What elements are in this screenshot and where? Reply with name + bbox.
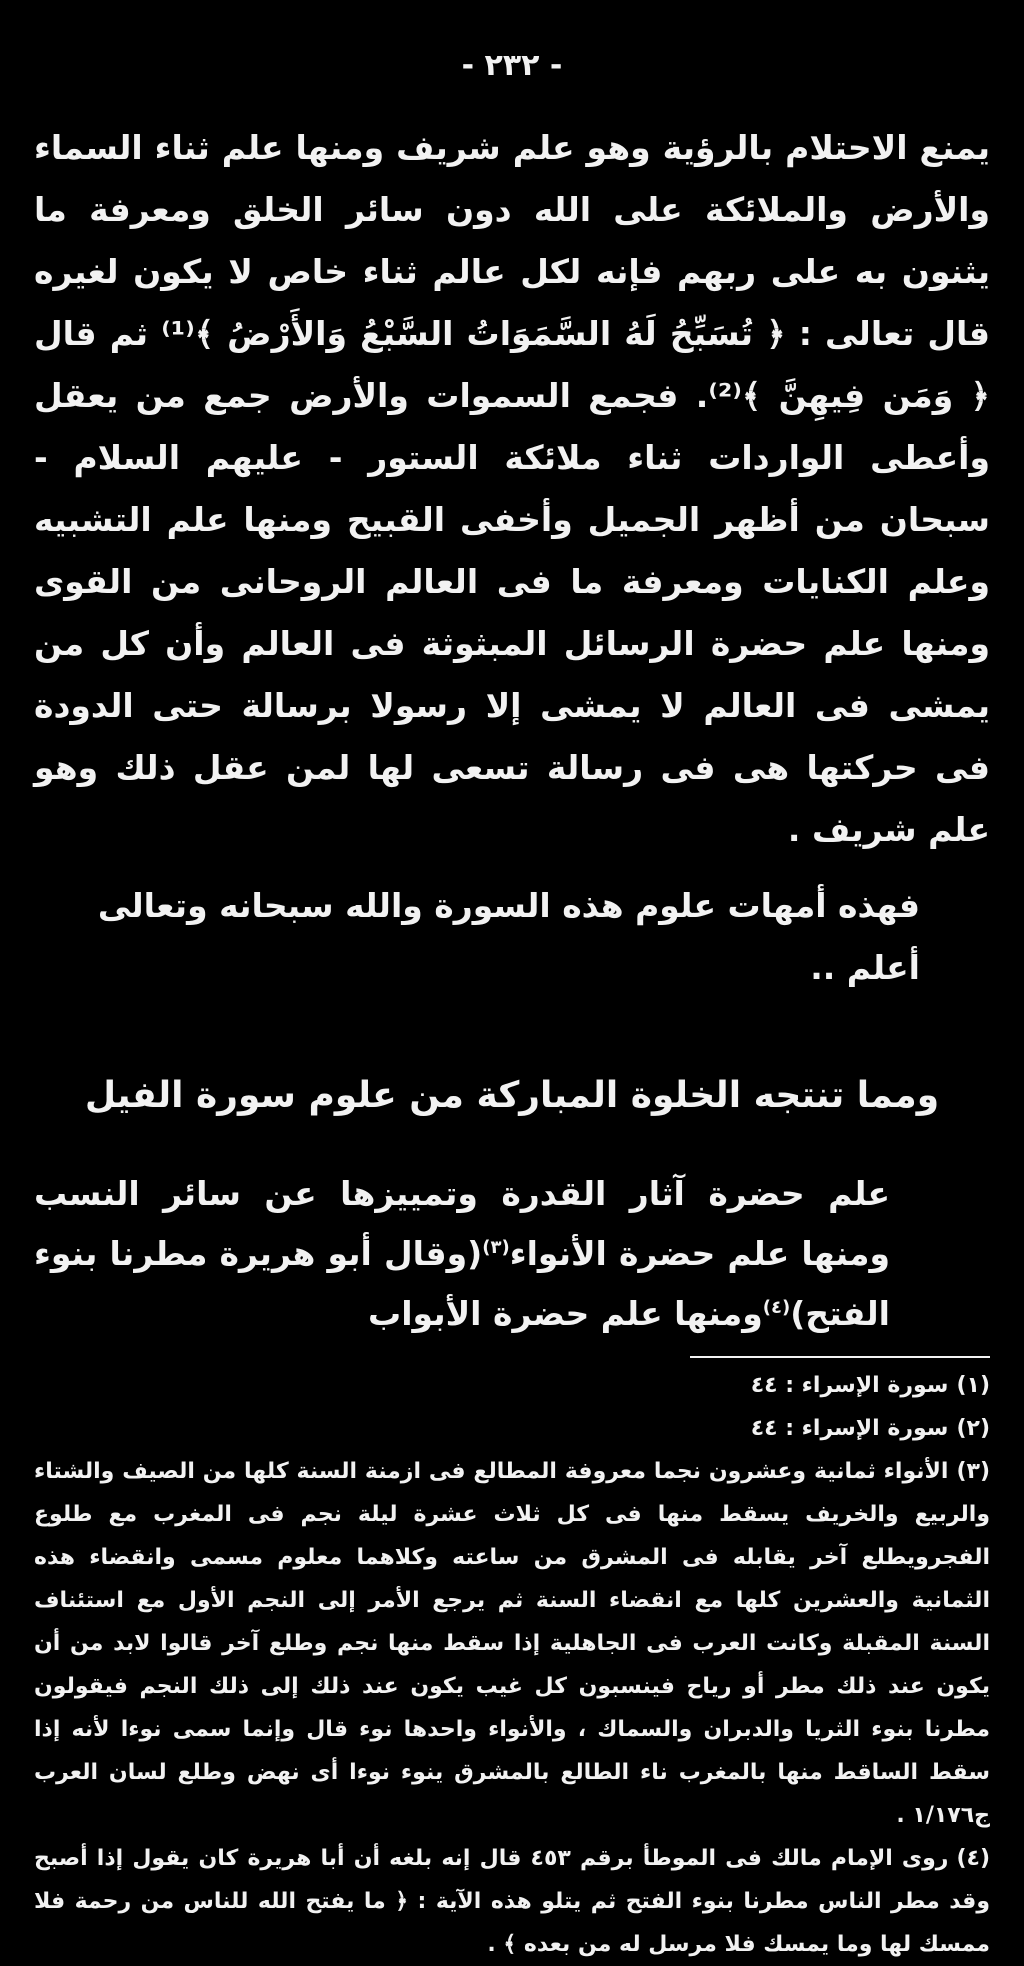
footnote-ref-4: (٤) xyxy=(762,1297,791,1318)
section-text-part-1: علم حضرة آثار القدرة وتمييزها عن سائر النسب ومنها علم حضرة الأنواء xyxy=(34,1174,891,1273)
footnote-text: سورة الإسراء : ٤٤ xyxy=(750,1416,949,1441)
section-text-part-2: (وقال أبو هريرة مطرنا بنوء الفتح) xyxy=(34,1234,890,1333)
section-paragraph xyxy=(34,1164,990,1344)
footnote-number: (٣) xyxy=(956,1459,990,1484)
footnote-3 xyxy=(34,1450,990,1837)
footnote-ref-3: (٣) xyxy=(482,1237,510,1258)
footnote-number: (٤) xyxy=(956,1846,991,1871)
section-text-part-3: ومنها علم حضرة الأبواب xyxy=(368,1294,763,1333)
main-body xyxy=(34,117,990,861)
footnote-text: روى الإمام مالك فى الموطأ برقم ٤٥٣ قال إنه بلغه أن أبا هريرة كان يقول إذا أصبح وقد مطر الناس مطرنا بنوء الفتح ثم يتلو هذه الآية : ﴿ ما يفتح الله للناس من رحمة فلا ممسك لها وما يمسك فلا مرسل له من بعده ﴾ . xyxy=(34,1846,990,1957)
footnote-divider xyxy=(690,1356,990,1358)
footnotes xyxy=(34,1364,990,1966)
footnote-1 xyxy=(34,1364,990,1407)
footnote-4 xyxy=(34,1837,990,1966)
closing-line: فهذه أمهات علوم هذه السورة والله سبحانه وتعالى أعلم .. xyxy=(97,886,920,987)
section-heading: ومما تنتجه الخلوة المباركة من علوم سورة الفيل xyxy=(84,1075,940,1116)
footnote-text: الأنواء ثمانية وعشرون نجما معروفة المطالع فى ازمنة السنة كلها من الصيف والشتاء والربيع والخريف يسقط منها فى كل ثلاث عشرة ليلة نجم فى المغرب مع طلوع الفجرويطلع آخر يقابله فى المشرق من ساعته وكلاهما معلوم مسمى وانقضاء هذه الثمانية والعشرين كلها مع انقضاء السنة ثم يرجع الأمر إلى النجم الأول مع استئناف السنة المقبلة وكانت العرب فى الجاهلية إذا سقط منها نجم وطلع آخر قالوا لابد من أن يكون عند ذلك مطر أو رياح فينسبون كل غيب يكون عند ذلك إلى ذلك النجم فيقولون مطرنا بنوء الثريا والدبران والسماك ، والأنواء واحدها نوء قال وإنما سمى نوءا لأنه إذا سقط الساقط منها بالمغرب ناء الطالع بالمشرق ينوء نوءا أى نهض وطلع لسان العرب ج١/١٧٦ . xyxy=(34,1459,990,1828)
page-number: - ٢٣٢ - xyxy=(461,48,563,83)
body-paragraph: يمنع الاحتلام بالرؤية وهو علم شريف ومنها علم ثناء السماء والأرض والملائكة على الله دون سائر الخلق ومعرفة ما يثنون به على ربهم فإنه لكل عالم ثناء خاص لا يكون لغيره قال تعالى : ﴿ تُسَبِّحُ لَهُ السَّمَوَاتُ السَّبْعُ وَالأَرْضُ ﴾⁽¹⁾ ثم قال ﴿ وَمَن فِيهِنَّ ﴾⁽²⁾. فجمع السموات والأرض جمع من يعقل وأعطى الواردات ثناء ملائكة الستور - عليهم السلام - سبحان من أظهر الجميل وأخفى القبيح ومنها علم التشبيه وعلم الكنايات ومعرفة ما فى العالم الروحانى من القوى ومنها علم حضرة الرسائل المبثوثة فى العالم وأن كل من يمشى فى العالم لا يمشى إلا رسولا برسالة حتى الدودة فى حركتها هى فى رسالة تسعى لها لمن عقل ذلك وهو علم شريف . xyxy=(34,128,991,849)
footnote-2 xyxy=(34,1407,990,1450)
footnote-number: (٢) xyxy=(956,1416,990,1441)
footnote-number: (١) xyxy=(956,1373,990,1398)
footnote-text: سورة الإسراء : ٤٤ xyxy=(750,1373,949,1398)
